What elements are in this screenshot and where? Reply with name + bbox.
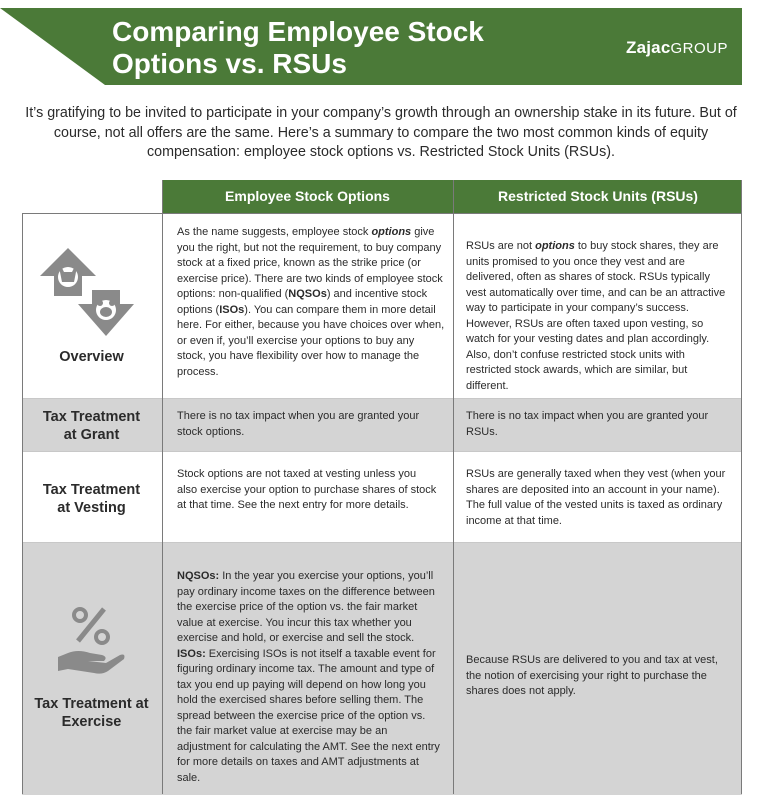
text-span: to buy stock shares, they are units promised to you once they vest and are delivered, often as shares of stock. RSUs typically vest automatically over time, and can be an attractive way to participate in your company’s success. However, RSUs are often taxed upon vesting, so watch for your vesting dates and plan accordingly. Also, don’t confuse restricted stock units with restricted stock awards, which are similar, but different. [466,240,726,392]
text-bold: ISOs [219,303,245,316]
title-line-2: Options vs. RSUs [112,48,347,79]
overview-rsus-text [466,239,732,394]
text-span: As the name suggests, employee stock [177,226,372,238]
exercise-nqso-paragraph [177,569,443,647]
label-line: Tax Treatment [42,409,141,425]
overview-options-text [177,225,445,380]
text-span: Exercising ISOs is not itself a taxable event for figuring ordinary income tax. The amount and type of tax you end up paying will depend on how long you hold the exercised shares before selling them. The spread between the exercise price of the option vs. the fair market value at exercise may be an adjustment for calculating the AMT. See the next entry for more details on taxes and AMT adjustments at sale. [177,647,440,784]
exercise-rsus-text: Because RSUs are delivered to you and tax at vest, the notion of exercising your right to purchase the shares does not apply. [466,654,718,697]
text-span: give you the right, but not the requirement, to buy company stock at a fixed price, known as the strike price (or exercise price). There are two kinds of employee stock options: non-qualified ( [177,226,443,300]
vesting-options-text: Stock options are not taxed at vesting unless you also exercise your option to purchase shares of stock at that time. See the next entry for more details. [177,468,437,511]
grant-options-text: There is no tax impact when you are granted your stock options. [177,410,420,438]
text-emphasis: options [535,240,575,252]
label-line: Tax Treatment at [34,696,149,712]
brand-main: Zajac [626,38,671,57]
exercise-iso-paragraph [177,647,443,787]
bull-bear-icon [40,244,148,344]
row-label-overview: Overview [59,349,124,365]
label-line: Tax Treatment [42,482,141,498]
label-line: at Vesting [57,500,126,516]
text-span: RSUs are not [466,240,536,252]
title-line-1: Comparing Employee Stock [112,16,484,47]
row-tax-at-vesting [22,451,742,543]
row-overview [22,213,742,399]
text-span: ) and incentive stock options ( [177,288,428,316]
table-divider-2 [453,180,454,794]
text-span: In the year you exercise your options, you’ll pay ordinary income taxes on the difference between the exercise price of the option vs. the fair market value at exercise. You incur this tax whether you exercise and hold, or exercise and sell the stock. [177,570,435,644]
brand-logo [626,38,728,58]
text-emphasis: options [371,226,412,238]
brand-sub: GROUP [670,40,728,57]
table-border-right [741,180,742,794]
vesting-rsus-text: RSUs are generally taxed when they vest (when your shares are deposited into an account in your name). The full value of the vested units is taxed as ordinary income at that time. [466,468,726,527]
text-bold: ISOs: [177,647,206,660]
text-span: ). You can compare them in more detail here. For either, because you have choices over when, or even if, you’ll exercise your options to buy any stock, you have flexibility over how to manage the process. [177,303,445,378]
intro-paragraph: It’s gratifying to be invited to participate in your company’s growth through an ownership stake in its future. But of course, not all offers are the same. Here’s a summary to compare the two most common kinds of equity compensation: employee stock options vs. Restricted Stock Units (RSUs). [25,105,737,160]
exercise-options-text [177,569,443,786]
table-divider-1 [162,180,163,794]
row-tax-at-exercise [22,542,742,795]
row-label-vesting [22,481,161,517]
text-bold: NQSOs [288,288,327,300]
comparison-table [22,180,742,794]
column-header-options: Employee Stock Options [162,180,453,213]
label-line: Exercise [61,714,122,730]
percent-hand-icon [58,605,128,677]
label-line: at Grant [63,427,120,443]
table-border-left [22,213,23,794]
row-label-exercise [22,695,161,731]
row-tax-at-grant [22,398,742,452]
page-title [112,16,484,80]
header-banner [0,8,742,85]
row-label-grant [22,408,161,444]
column-header-rsus: Restricted Stock Units (RSUs) [454,180,742,213]
grant-rsus-text: There is no tax impact when you are granted your RSUs. [466,410,709,438]
text-bold: NQSOs: [177,570,220,582]
